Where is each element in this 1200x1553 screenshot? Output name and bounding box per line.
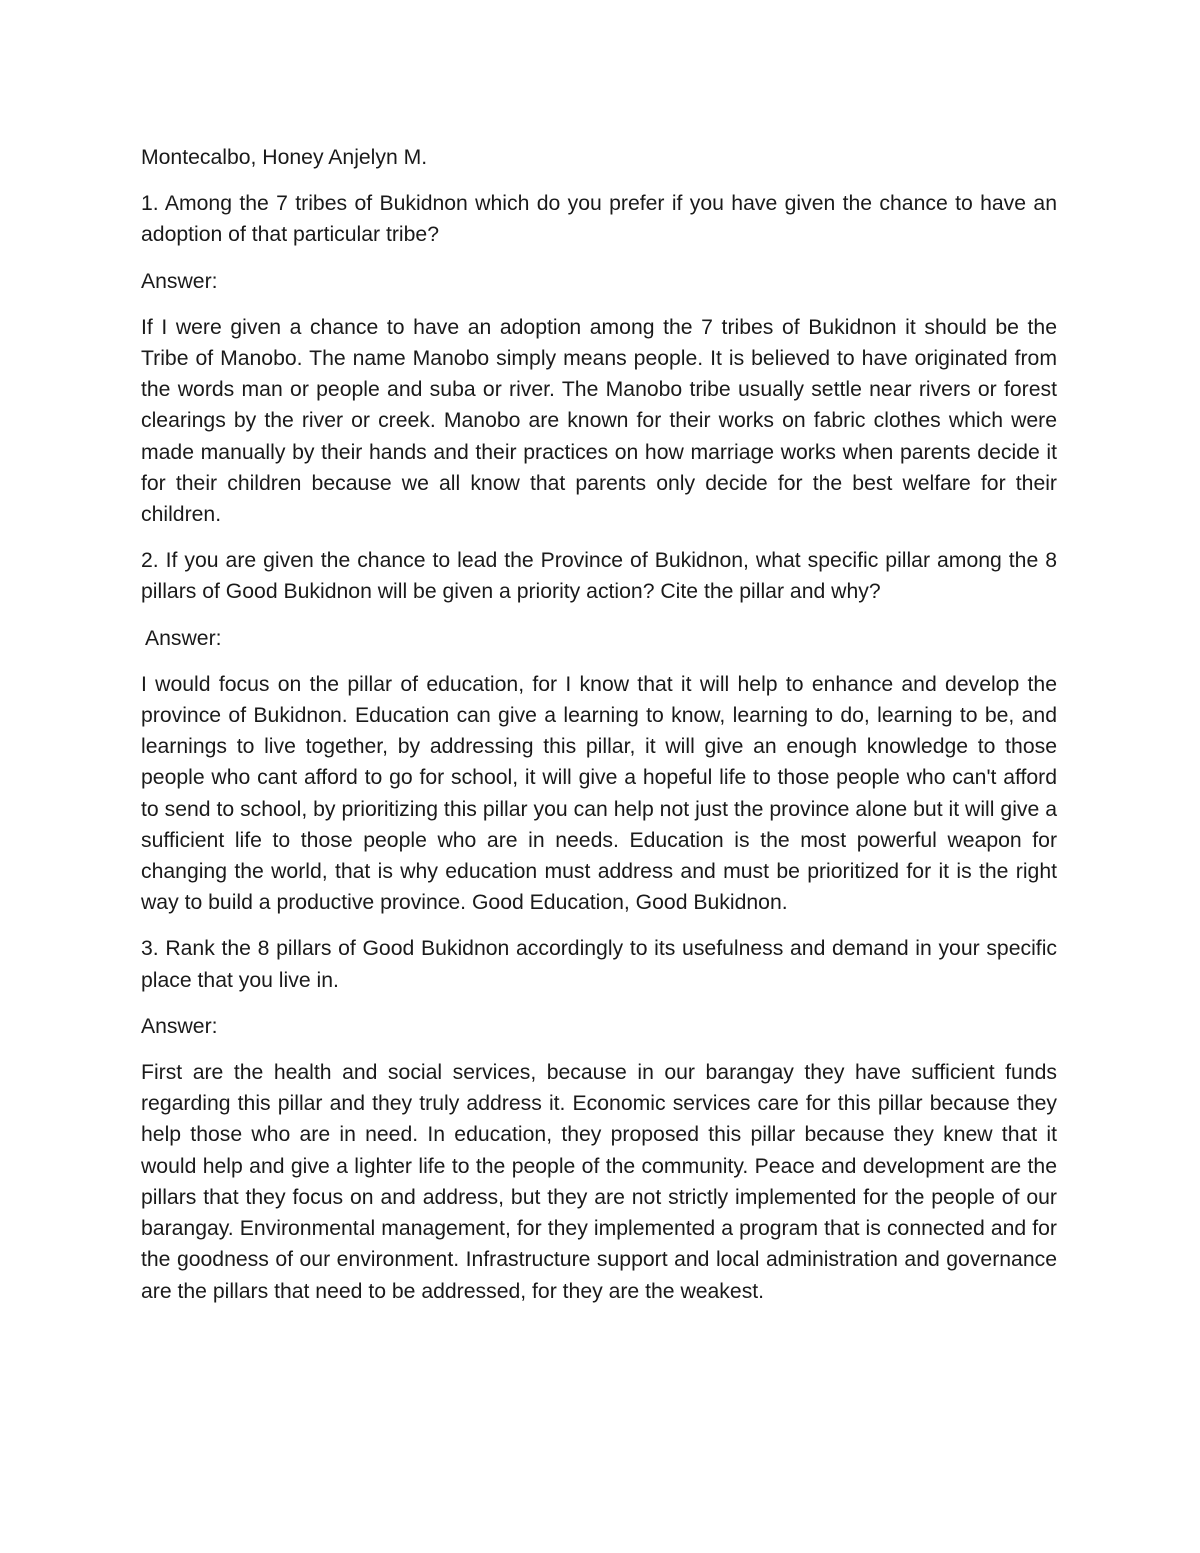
answer-label-3: Answer:	[141, 1014, 218, 1038]
document-page	[141, 142, 1057, 1322]
question-1: 1. Among the 7 tribes of Bukidnon which do you prefer if you have given the chance to have an adoption of that particular tribe?	[141, 192, 1057, 247]
author-name: Montecalbo, Honey Anjelyn M.	[141, 146, 428, 169]
question-3: 3. Rank the 8 pillars of Good Bukidnon accordingly to its usefulness and demand in your specific place that you live in.	[141, 937, 1057, 992]
question-2: 2. If you are given the chance to lead the Province of Bukidnon, what specific pillar among the 8 pillars of Good Bukidnon will be given a priority action? Cite the pillar and why?	[141, 549, 1057, 604]
answer-1: If I were given a chance to have an adoption among the 7 tribes of Bukidnon it should be the Tribe of Manobo. The name Manobo simply means people. It is believed to have originated from the words man or people and suba or river. The Manobo tribe usually settle near rivers or forest clearings by the river or creek. Manobo are known for their works on fabric clothes which were made manually by their hands and their practices on how marriage works when parents decide it for their children because we all know that parents only decide for the best welfare for their children.	[141, 315, 1057, 527]
answer-label-2: Answer:	[145, 626, 222, 650]
answer-3: First are the health and social services, because in our barangay they have sufficient funds regarding this pillar and they truly address it. Economic services care for this pillar because they help those who are in need. In education, they proposed this pillar because they knew that it would help and give a lighter life to the people of the community. Peace and development are the pillars that they focus on and address, but they are not strictly implemented for the people of our barangay. Environmental management, for they implemented a program that is connected and for the goodness of our environment. Infrastructure support and local administration and governance are the pillars that need to be addressed, for they are the weakest.	[141, 1061, 1057, 1303]
answer-label-1: Answer:	[141, 269, 218, 293]
answer-2: I would focus on the pillar of education, for I know that it will help to enhance and develop the province of Bukidnon. Education can give a learning to know, learning to do, learning to be, and learnings to live together, by addressing this pillar, it will give an enough knowledge to those people who cant afford to go for school, it will give a hopeful life to those people who can't afford to send to school, by prioritizing this pillar you can help not just the province alone but it will give a sufficient life to those people who are in needs. Education is the most powerful weapon for changing the world, that is why education must address and must be prioritized for it is the right way to build a productive province. Good Education, Good Bukidnon.	[141, 672, 1057, 915]
